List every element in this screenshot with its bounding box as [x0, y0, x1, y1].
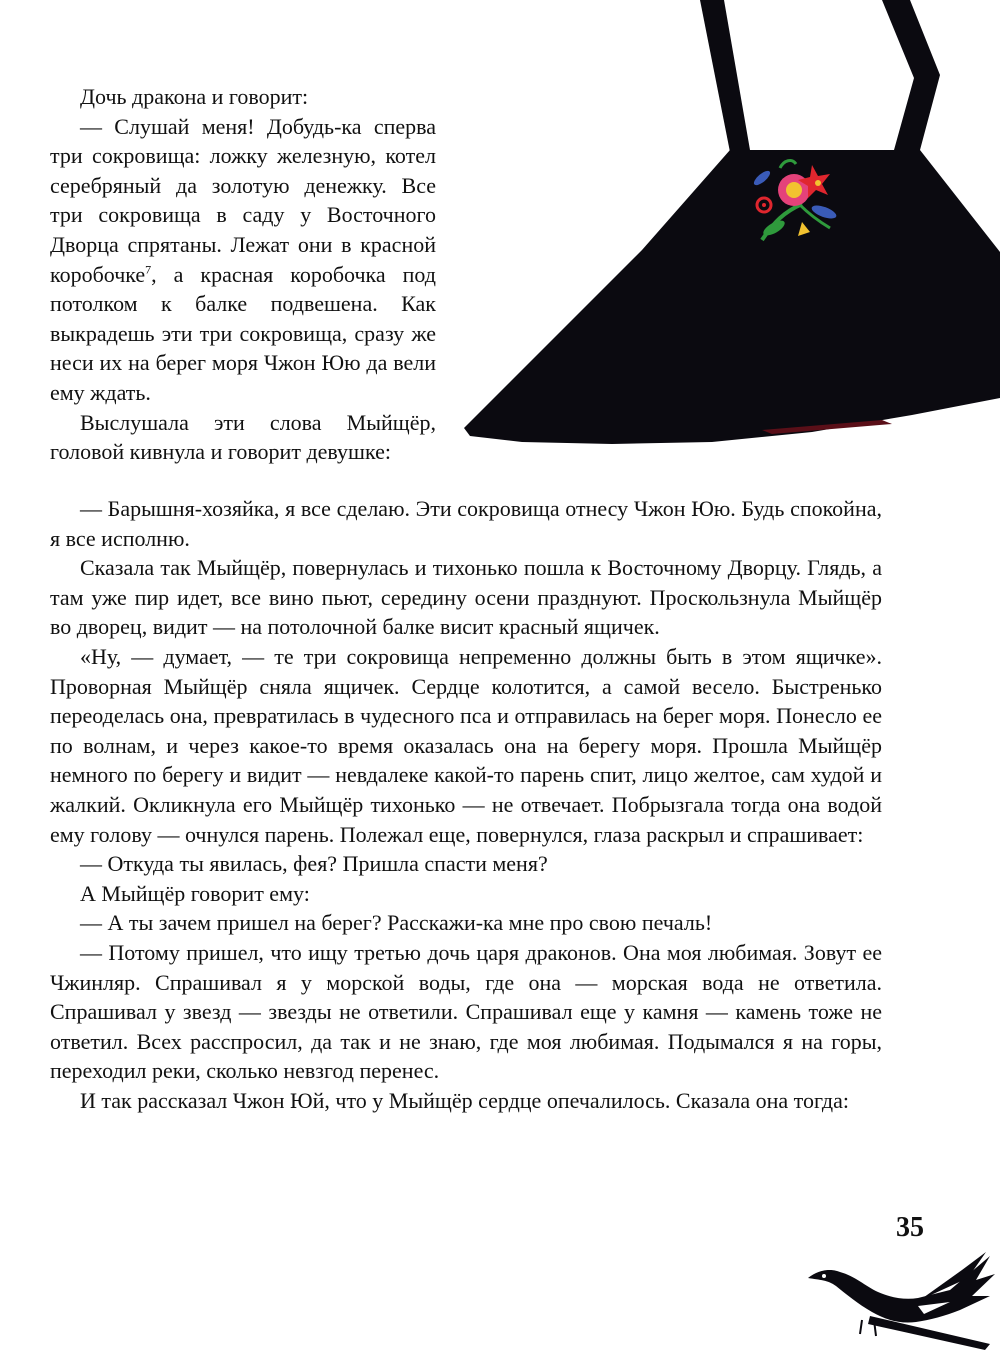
bag-strap: [700, 0, 940, 152]
paragraph: [50, 112, 436, 408]
paragraph: А Мыйщёр говорит ему:: [80, 880, 310, 906]
bag-body: [464, 150, 1000, 444]
text-column-top: [50, 82, 436, 467]
footnote-mark: 7: [145, 262, 152, 277]
paragraph-part: — Слушай меня! Добудь-ка сперва три сокровища: ложку железную, котел серебряный да золотую денежку. Все три сокровища в саду у Восточного Дворца спрятаны. Лежат они в красной коробочке: [50, 113, 436, 287]
paragraph: И так рассказал Чжон Юй, что у Мыйщёр сердце опечалилось. Сказала она тогда:: [80, 1087, 849, 1113]
paragraph: «Ну, — думает, — те три сокровища непременно должны быть в этом ящичке». Проворная Мыйщёр сняла ящичек. Сердце колотится, а самой весело. Быстренько переоделась она, превратилась в чудесного пса и отправилась на берег моря. Понесло ее по волнам, и через какое-то время оказалась она на берегу моря. Прошла Мыйщёр немного по берегу и видит — невдалеке какой-то парень спит, лицо желтое, сам худой и жалкий. Окликнула его Мыйщёр тихонько — не отвечает. Побрызгала тогда она водой ему голову — очнулся парень. Полежал еще, повернулся, глаза раскрыл и спрашивает:: [50, 643, 882, 847]
magpie-bird-icon: [800, 1250, 995, 1350]
paragraph: Дочь дракона и говорит:: [80, 84, 309, 109]
paragraph: — Откуда ты явилась, фея? Пришла спасти меня?: [80, 851, 548, 877]
paragraph: Выслушала эти слова Мыйщёр, головой кивнула и говорит девушке:: [50, 409, 436, 465]
paragraph: — А ты зачем пришел на берег? Расскажи-ка мне про свою печаль!: [80, 910, 713, 936]
paragraph-part: , а красная коробочка под потолком к балке подвешена. Как выкрадешь эти три сокровища, сразу же неси их на берег моря Чжон Юю да вели ему ждать.: [50, 261, 436, 405]
paragraph: Сказала так Мыйщёр, повернулась и тихонько пошла к Восточному Дворцу. Глядь, а там уже пир идет, все вино пьют, середину осени празднуют. Проскользнула Мыйщёр во дворец, видит — на потолочной балке висит красный ящичек.: [50, 555, 882, 640]
text-column-main: [50, 494, 882, 1115]
page-number: 35: [896, 1212, 924, 1243]
embroidered-bag-illustration: [462, 0, 1000, 450]
paragraph: — Барышня-хозяйка, я все сделаю. Эти сокровища отнесу Чжон Юю. Будь спокойна, я все исполню.: [50, 496, 882, 551]
paragraph: — Потому пришел, что ищу третью дочь царя драконов. Она моя любимая. Зовут ее Чжинляр. Спрашивал я у морской воды, где она — морская вода не ответила. Спрашивал у звезд — звезды не ответили. Спрашивал еще у камня — камень тоже не ответил. Всех расспросил, да так и не знаю, где моя любимая. Подымался я на горы, переходил реки, сколько невзгод перенес.: [50, 939, 882, 1084]
flower-embroidery: [752, 152, 840, 242]
